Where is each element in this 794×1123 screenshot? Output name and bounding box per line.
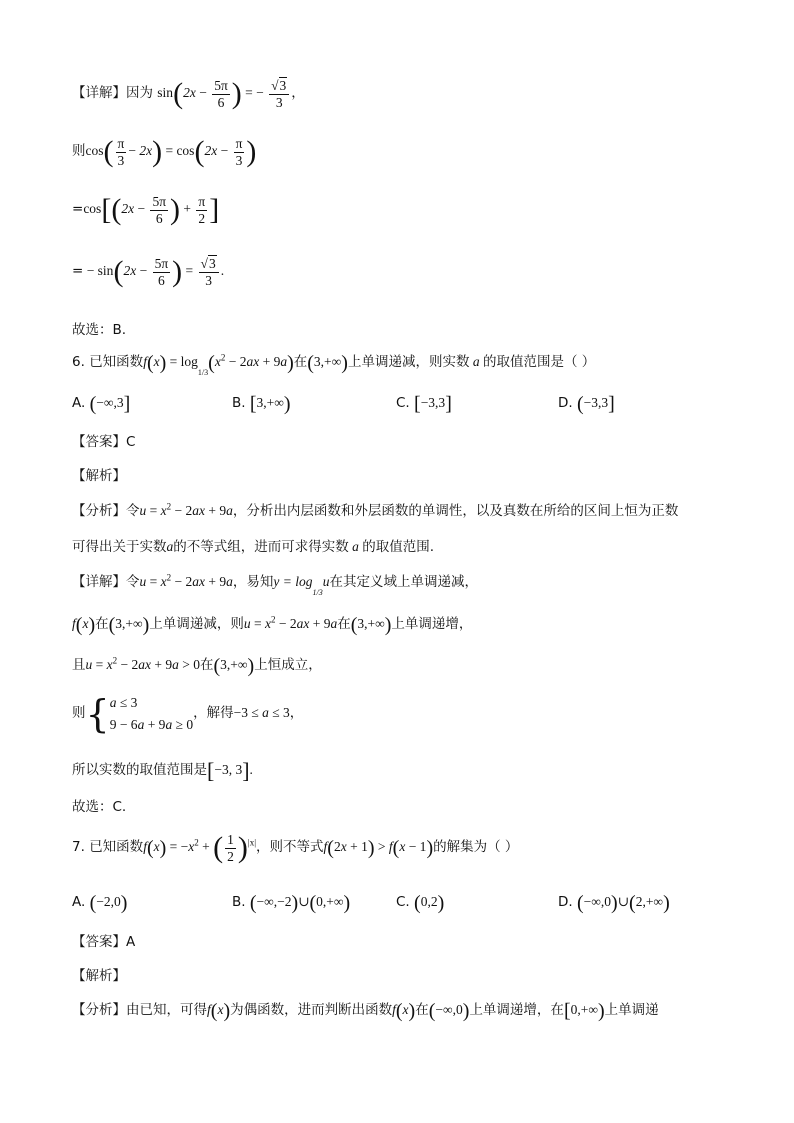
text: 上单调递增，在 <box>469 1002 564 1018</box>
q7-option-a: A. (−2,0) <box>72 892 128 914</box>
option-label: A. <box>72 894 86 911</box>
text: = <box>72 263 84 280</box>
formula: $u = x^2 - 2ax + 9a$ <box>139 572 233 589</box>
text: 上单调递减，则 <box>149 616 244 632</box>
q6-options <box>72 394 722 418</box>
q7-stem <box>72 832 518 864</box>
question-number: 7. <box>72 839 85 856</box>
formula: $u = x^2 - 2ax + 9a$ <box>243 614 338 631</box>
text: 令 <box>126 574 140 590</box>
option-label: D. <box>558 395 573 412</box>
formula: sin(2x − $\frac{5\pi}{6}$ ) = − $\frac{√3}{3}$ ， <box>157 77 305 111</box>
option-label: B. <box>232 395 246 412</box>
text: 令 <box>126 503 140 519</box>
text: 上单调递减，则实数 <box>347 354 470 370</box>
interval: [−3, 3]. <box>207 757 253 783</box>
brace: { <box>85 691 110 736</box>
text: ，则不等式 <box>256 839 324 856</box>
q7-option-c: C. (0,2) <box>396 892 445 914</box>
question-number: 6. <box>72 354 85 370</box>
text: 在 <box>200 657 214 673</box>
text: 的取值范围. <box>362 539 435 555</box>
analysis-label: 【分析】 <box>72 1002 126 1018</box>
text: 的不等式组，进而可求得实数 <box>173 539 349 555</box>
text: 所以实数的取值范围是 <box>72 762 207 778</box>
interval: (3,+∞) <box>350 613 392 636</box>
formula: $f(x) = -x^2$ + ( $\frac{1}{2}$ )$^{|x|}$ <box>143 831 257 865</box>
q6-answer <box>72 430 135 450</box>
q6-detail-line5 <box>72 758 253 782</box>
q6-detail-line1 <box>72 570 478 597</box>
text: 在 <box>415 1002 429 1018</box>
q6-option-b: B. [3,+∞) <box>232 393 291 415</box>
answer-value: A <box>126 934 136 950</box>
text: 则 <box>72 705 86 722</box>
analysis-label: 【分析】 <box>72 503 126 519</box>
q7-option-b: B. (−∞,−2)∪(0,+∞) <box>232 892 351 914</box>
formula: cos( $\frac{\pi}{3}$ − 2x) = cos(2x − $\frac{\pi}{3}$ ) <box>85 135 257 169</box>
text: 且 <box>72 657 86 673</box>
answer-label: 【答案】 <box>72 434 126 450</box>
text: 上单调递增， <box>391 616 473 632</box>
formula: f(x) <box>207 999 231 1022</box>
text: 则 <box>72 143 86 160</box>
q6-analysis-line1 <box>72 499 678 519</box>
formula: −3 ≤ a ≤ 3， <box>233 705 304 721</box>
text: ，解得 <box>193 705 234 722</box>
variable: a <box>469 354 483 369</box>
variable: a <box>166 539 174 554</box>
variable: a <box>348 539 363 554</box>
q7-option-d: D. (−∞,0)∪(2,+∞) <box>558 892 670 914</box>
q6-analysis-line2 <box>72 535 434 555</box>
answer-value: C <box>126 434 136 450</box>
q7-options <box>72 893 722 917</box>
option-label: B. <box>232 894 246 911</box>
interval: (3,+∞) <box>213 654 255 677</box>
text: 已知函数 <box>89 354 144 370</box>
text: 的取值范围是（ ） <box>482 354 596 370</box>
q6-detail-line4 <box>72 692 303 735</box>
text: ，易知 <box>232 574 274 590</box>
formula: y = log1/3u <box>273 574 330 597</box>
q6-option-a: A. (−∞,3] <box>72 393 131 415</box>
solution5-line1 <box>72 78 305 110</box>
text: 上恒成立， <box>254 657 322 673</box>
text: 在 <box>337 616 351 632</box>
option-label: D. <box>558 894 573 911</box>
text: 在 <box>293 354 308 370</box>
q6-stem <box>72 350 595 377</box>
interval: (3,+∞) <box>307 351 348 374</box>
formula: f(x) <box>392 999 416 1022</box>
option-label: C. <box>396 395 410 412</box>
text: 因为 <box>126 85 153 102</box>
formula: $u = x^2 - 2ax + 9a$ <box>139 501 233 518</box>
formula: f(2x + 1) > f(x − 1) <box>323 837 434 860</box>
text: 上单调递 <box>604 1002 659 1018</box>
option-label: A. <box>72 395 86 412</box>
solution5-line3 <box>72 194 219 226</box>
text: 的解集为（ ） <box>433 839 519 856</box>
formula: f(x) <box>72 613 96 636</box>
interval: (3,+∞) <box>108 613 150 636</box>
formula: $f(x) = \log 1/3(x^2 - 2ax + 9a)$ <box>143 351 294 377</box>
formula: − sin(2x − $\frac{5\pi}{6}$ ) = $\frac{√3}{3}$ . <box>83 255 225 289</box>
solution5-line2 <box>72 136 256 168</box>
q6-parse-label: 【解析】 <box>72 468 126 484</box>
text: ，分析出内层函数和外层函数的单调性，以及真数在所给的区间上恒为正数 <box>232 503 679 519</box>
text: 在 <box>95 616 109 632</box>
formula: $u = x^2 - 2ax + 9a > 0$ <box>85 655 200 672</box>
text: 已知函数 <box>89 839 144 856</box>
q7-answer <box>72 930 135 950</box>
solution5-conclusion: 故选：B. <box>72 322 127 338</box>
q6-option-c: C. [−3,3] <box>396 393 452 415</box>
inequality-system: a ≤ 3 9 − 6a + 9a ≥ 0 <box>109 695 194 732</box>
q7-parse-label: 【解析】 <box>72 968 126 984</box>
q7-analysis-line1 <box>72 998 659 1021</box>
answer-label: 【答案】 <box>72 934 126 950</box>
interval: [0,+∞) <box>563 999 605 1022</box>
text: 由已知，可得 <box>126 1002 207 1018</box>
q6-conclusion: 故选：C. <box>72 799 127 815</box>
detail-label: 【详解】 <box>72 85 126 102</box>
formula: cos[(2x − $\frac{5\pi}{6}$ ) + $\frac{\pi}{2}$ ] <box>83 193 220 227</box>
text: 为偶函数，进而判断出函数 <box>230 1002 393 1018</box>
detail-label: 【详解】 <box>72 574 126 590</box>
solution5-line4 <box>72 256 224 288</box>
text: 在其定义域上单调递减， <box>329 574 478 590</box>
option-label: C. <box>396 894 410 911</box>
q6-detail-line2 <box>72 612 472 635</box>
text: 可得出关于实数 <box>72 539 167 555</box>
interval: (−∞,0) <box>428 999 470 1022</box>
text: = <box>72 201 84 218</box>
q6-option-d: D. (−3,3] <box>558 393 615 415</box>
q6-detail-line3 <box>72 653 322 676</box>
